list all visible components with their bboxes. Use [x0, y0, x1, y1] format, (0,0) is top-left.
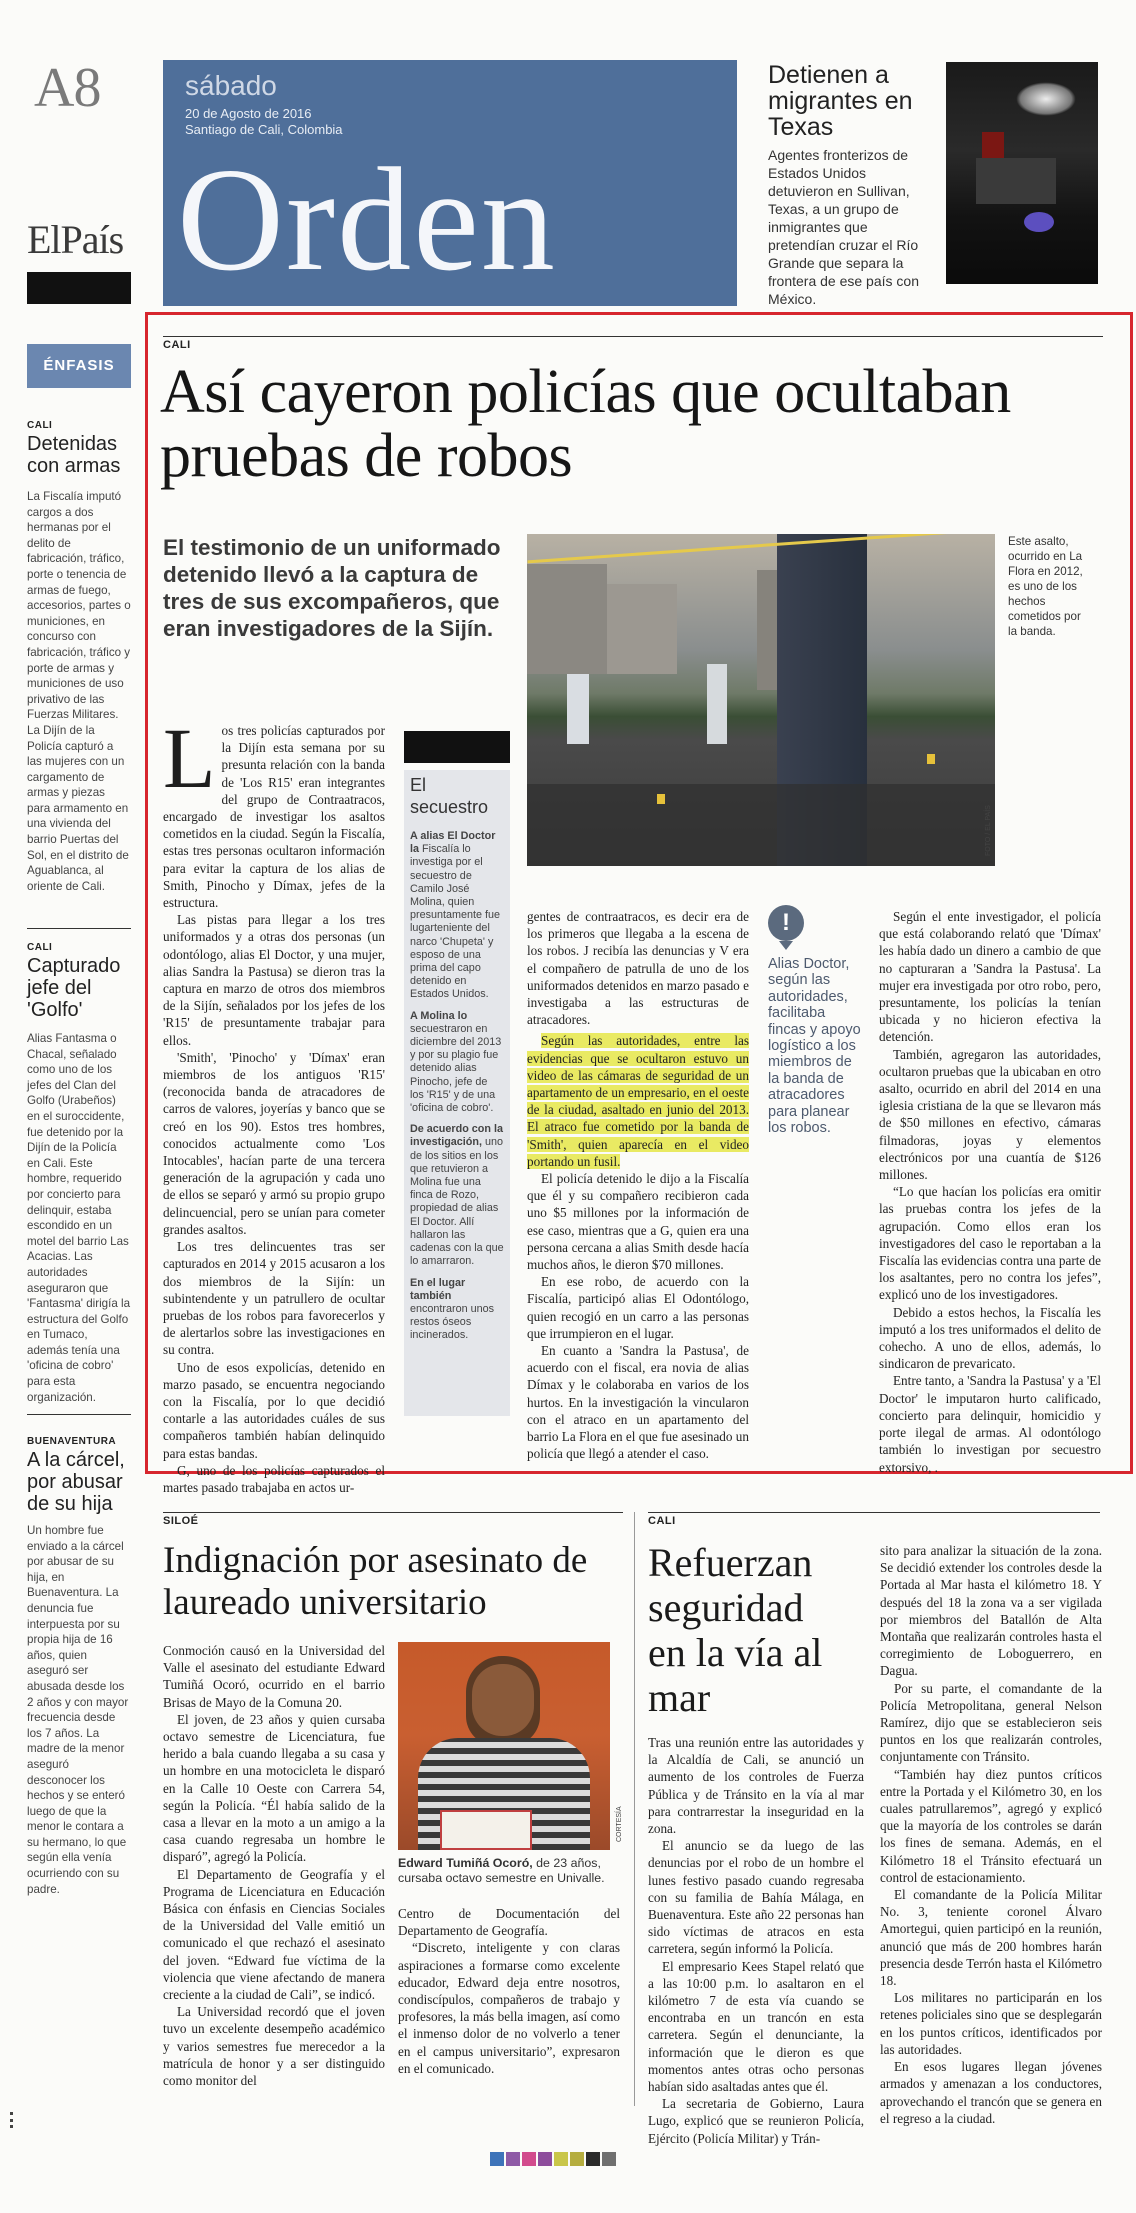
article2-photo-credit: CORTESÍA	[616, 1806, 623, 1842]
article3-col1	[648, 1734, 864, 2147]
article2-col2	[398, 1905, 620, 2077]
sidebar-item	[27, 1436, 131, 1897]
paragraph: El empresario Kees Stapel relató que a las 10:00 p.m. lo asaltaron en el kilómetro 7 de esta vía cuando se encontraba en un trancón en esta carretera. Según el denunciante, la información que le dieron es que momentos antes otras ocho personas habían sido asaltadas antes que él.	[648, 1958, 864, 2095]
paragraph: G, uno de los policías capturados el martes pasado trabajaba en actos ur-	[163, 1462, 385, 1495]
paragraph: Tras una reunión entre las autoridades y la Alcaldía de Cali, se anunció un aumento de los controles de Fuerza Pública y de Tránsito en la vía al mar para contrarrestar la inseguridad en la zona.	[648, 1735, 864, 1837]
main-kicker: CALI	[163, 336, 1103, 351]
main-deck: El testimonio de un uniformado detenido llevó a la captura de tres de sus excompañeros, que eran investigadores de la Sijín.	[163, 535, 501, 641]
paragraph: En esos lugares llegan jóvenes armados y amenazan a los conductores, aprovechando el trancón que se genera en el regreso a la ciudad.	[880, 2059, 1102, 2126]
main-body-col1	[163, 710, 385, 1496]
secuestro-item-head: En el lugar también	[410, 1276, 466, 1302]
color-swatch	[602, 2152, 616, 2166]
article2-kicker: SILOÉ	[163, 1512, 623, 1527]
caption-name: Edward Tumiñá Ocoró,	[398, 1856, 533, 1870]
paragraph: os tres policías capturados por la Dijín esta semana por su presunta relación con la banda de 'Los R15' eran integrantes del grupo de Contraatracos, encargado de investigar los asaltos cometidos en la ciudad. Según la Fiscalía, estas tres personas ocultaron información para evitar la captura de los alias de Smith, Pinocho y Dímax, jefes de la estructura.	[163, 723, 385, 911]
paragraph: Los militares no participarán en los retenes policiales sino que se desplegarán en los puntos críticos, identificados por las autoridades.	[880, 1990, 1102, 2057]
main-body-col3	[527, 908, 749, 1463]
column-divider	[634, 1512, 635, 2106]
paragraph: Centro de Documentación del Departamento de Geografía.	[398, 1906, 620, 1939]
main-photo	[527, 534, 995, 866]
sidebar-header: ÉNFASIS	[27, 344, 131, 388]
color-swatch	[538, 2152, 552, 2166]
article2-headline: Indignación por asesinato de laureado universitario	[163, 1540, 588, 1623]
secuestro-item-body: uno de los sitios en los que retuvieron a Molina fue una finca de Rozo, propiedad de alias El Doctor. Allí hallaron las cadenas con la que lo amarraron.	[410, 1136, 504, 1268]
sidebar-body: Un hombre fue enviado a la cárcel por abusar de su hija, en Buenaventura. La denuncia fue interpuesta por su propia hija de 16 años, quien aseguró ser abusada desde los 2 años y con mayor frecuencia desde los 7 años. La madre de la menor aseguró desconocer los hechos y se enteró luego de que la menor le contara a su hermano, lo que según ella venía ocurriendo con su padre.	[27, 1524, 129, 1896]
sidebar-kicker: CALI	[27, 942, 53, 953]
banner-day: sábado	[185, 70, 277, 101]
sidebar-divider	[27, 928, 131, 929]
paper-name-black-bar	[27, 272, 131, 304]
paragraph: El policía detenido le dijo a la Fiscalía que él y su compañero recibieron cada uno $5 millones por la información de ese caso, mientras que a G, quien era una persona cercana a alias Smith desde hacía muchos años, le dieron $70 millones.	[527, 1171, 749, 1273]
paragraph: Uno de esos expolicías, detenido en marzo pasado, se encuentra negociando con la Fiscalía, por lo que decidió contarle a las autoridades cuáles de sus compañeros también habían delinquido para estas bandas.	[163, 1359, 385, 1461]
paragraph: En cuanto a 'Sandra la Pastusa', de acuerdo con el fiscal, era novia de alias Dímax y le colaboraba en varios de los hurtos. En la investigación la vincularon con el atraco en un apartamento del barrio La Flora en el que fue asesinado un policía que llegó a atender el caso.	[527, 1343, 749, 1462]
secuestro-box	[404, 770, 510, 1416]
paragraph: Según el ente investigador, el policía que está colaborando relató que 'Dímax' les había dado un dinero a cambio de que no capturaran a 'Sandra la Pastusa'. La mujer era investigada por otro robo, pero, presuntamente, los policías la tenían ubicada y no hicieron efectiva la detención.	[879, 909, 1101, 1045]
paragraph: sito para analizar la situación de la zona. Se decidió extender los controles desde la Portada al Mar hasta el kilómetro 18. Y después del 18 la zona va a ser vigilada por miembros del Batallón de Alta Montaña que realizarán controles hasta el corregimiento de Loboguerrero, en Dagua.	[880, 1543, 1102, 1679]
sidebar-kicker: CALI	[27, 420, 53, 431]
article3-headline: Refuerzan seguridad en la vía al mar	[648, 1540, 823, 1720]
secuestro-item-head: De acuerdo con la investigación,	[410, 1123, 504, 1149]
color-registration-bar	[490, 2152, 616, 2166]
color-swatch	[554, 2152, 568, 2166]
teaser-photo	[946, 62, 1098, 284]
paragraph: La Universidad recordó que el joven tuvo un excelente desempeño académico y varios semestres fue merecedor a la matrícula de honor y a ser distinguido como monitor del	[163, 2004, 385, 2089]
secuestro-item-head: A alias El Doctor la	[410, 830, 496, 856]
article2-caption	[398, 1856, 618, 1886]
sidebar-title: Detenidas con armas	[27, 433, 121, 477]
paragraph: “Discreto, inteligente y con claras aspiraciones a formarse como excelente educador, Edward deja entre nosotros, condiscípulos, compañeros de trabajo y profesores, la más bella imagen, así como el inmenso dolor de no volverlo a tener en el campus universitario”, expresaron en el comunicado.	[398, 1940, 620, 2076]
teaser-body: Agentes fronterizos de Estados Unidos detuvieron en Sullivan, Texas, a un grupo de inmigrantes que pretendían cruzar el Río Grande que separa la frontera de ese país con México.	[768, 147, 919, 307]
paragraph: Conmoción causó en la Universidad del Valle el asesinato del estudiante Edward Tumiñá Ocoró, ocurrido en el barrio Brisas de Mayo de la Comuna 20.	[163, 1643, 385, 1710]
margin-dots	[10, 2112, 14, 2128]
sidebar-title: A la cárcel, por abusar de su hija	[27, 1449, 125, 1515]
paragraph-highlighted	[527, 1032, 749, 1170]
sidebar-title: Capturado jefe del 'Golfo'	[27, 955, 121, 1021]
secuestro-item	[410, 1277, 504, 1343]
color-swatch	[490, 2152, 504, 2166]
paragraph: El comandante de la Policía Militar No. 3, teniente coronel Álvaro Amortegui, quien participó en la reunión, anunció que más de 200 hombres harán presencia desde Terrón hasta el Kilómetro 18.	[880, 1887, 1102, 1989]
section-title: Orden	[177, 138, 557, 302]
article3-kicker: CALI	[648, 1512, 1100, 1527]
color-swatch	[570, 2152, 584, 2166]
paragraph: Debido a estos hechos, la Fiscalía les imputó a los tres uniformados el delito de cohecho. A uno de ellos, además, lo sindicaron de prevaricato.	[879, 1304, 1101, 1372]
paragraph: También, agregaron las autoridades, ocultaron pruebas que la ubicaban en otro asalto, ocurrido en abril del 2014 en una iglesia cristiana de la que se llevaron más de $50 millones en efectivo, cámaras filmadoras, joyas y elementos electrónicos por una cuantía de $126 millones.	[879, 1046, 1101, 1183]
sidebar-body: La Fiscalía imputó cargos a dos hermanas por el delito de fabricación, tráfico, porte o tenencia de armas de fuego, accesorios, partes o municiones, en concurso con fabricación, tráfico y porte de armas y municiones de uso privativo de las Fuerzas Militares. La Dijín de la Policía capturó a las mujeres con un cargamento de armas y piezas para armamento en una vivienda del barrio Puertas del Sol, en el distrito de Aguablanca, al oriente de Cali.	[27, 490, 131, 893]
sidebar-kicker: BUENAVENTURA	[27, 1436, 117, 1447]
paragraph: Las pistas para llegar a los tres uniformados y a otras dos personas (un odontólogo, alias El Doctor, y una mujer, alias Sandra la Pastusa) se dieron tras la captura en marzo de otros dos miembros de la Sijín, señalados por los jefes de los 'R15' de presuntamente trabajar para ellos.	[163, 912, 385, 1048]
banner-date: 20 de Agosto de 2016	[185, 106, 312, 121]
paper-name: ElPaís	[27, 217, 124, 262]
secuestro-item	[410, 830, 504, 1002]
main-headline: Así cayeron policías que ocultaban pruebas de robos	[160, 358, 1011, 490]
secuestro-item	[410, 1010, 504, 1116]
main-body-col5	[879, 908, 1101, 1476]
pullquote-icon: !	[768, 905, 804, 949]
color-swatch	[522, 2152, 536, 2166]
article2-photo	[398, 1642, 610, 1850]
page-number: A8	[34, 57, 101, 119]
paragraph: El anuncio se da luego de las denuncias por el robo de un hombre el lunes festivo pasado cuando regresaba con su familia de Bahía Málaga, en Buenaventura. Este año 22 personas han sido víctimas de atracos en esta carretera, según informó la Policía.	[648, 1838, 864, 1957]
paragraph: La secretaria de Gobierno, Laura Lugo, explicó que se reunieron Policía, Ejército (Policía Militar) y Trán-	[648, 2096, 864, 2146]
paragraph: Entre tanto, a 'Sandra la Pastusa' y a 'El Doctor' le imputaron hurto calificado, concierto para delinquir, homicidio y porte ilegal de armas. Al odontólogo también lo investigan por secuestro extorsivo, .	[879, 1373, 1101, 1475]
article2-col1	[163, 1642, 385, 2089]
highlighted-text: Según las autoridades, entre las evidencias que se ocultaron estuvo un video de las cámaras de seguridad de un apartamento de un empresario, en el oeste de la ciudad, asaltado en junio del 2013. El atraco fue cometido por la banda de 'Smith', quien aparecía en el video portando un fusil.	[527, 1033, 749, 1169]
secuestro-item	[410, 1123, 504, 1268]
section-banner	[163, 60, 737, 306]
secuestro-item-head: A Molina lo	[410, 1009, 468, 1022]
secuestro-item-body: encontraron unos restos óseos incinerados.	[410, 1302, 495, 1342]
secuestro-item-body: secuestraron en diciembre del 2013 y por su plagio fue detenido alias Pinocho, jefe de los 'R15' y de una 'oficina de cobro'.	[410, 1022, 502, 1115]
paragraph: El joven, de 23 años y quien cursaba octavo semestre de Licenciatura, fue herido a bala cuando llegaba a su casa y un hombre en una motocicleta le disparó en la Calle 10 Oeste con Carrera 54, según la Policía. “Él había salido de la casa a llevar en la moto a un amigo a la casa cuando regresaba un hombre le disparó”, agregó la Policía.	[163, 1711, 385, 1865]
dropcap: L	[163, 710, 216, 806]
caption-text: de 23 años, cursaba octavo semestre en Univalle.	[398, 1856, 605, 1885]
sidebar-item	[27, 420, 131, 894]
banner-place: Santiago de Cali, Colombia	[185, 122, 343, 137]
secuestro-item-body: Fiscalía lo investiga por el secuestro de Camilo José Molina, quien presuntamente fue lugarteniente del narco 'Chupeta' y esposo de una prima del capo detenido en Estados Unidos.	[410, 843, 501, 1001]
main-photo-caption: Este asalto, ocurrido en La Flora en 2012, es uno de los hechos cometidos por la banda.	[1008, 535, 1083, 638]
pullquote-text: Alias Doctor, según las autoridades, facilitaba fincas y apoyo logístico a los miembros de la banda de atracadores para planear los robos.	[768, 956, 861, 1137]
secuestro-box-black-tab	[404, 731, 510, 763]
teaser-title: Detienen a migrantes en Texas	[768, 61, 913, 141]
color-swatch	[506, 2152, 520, 2166]
secuestro-title: El secuestro	[410, 775, 489, 817]
color-swatch	[586, 2152, 600, 2166]
sidebar-divider	[27, 1414, 131, 1415]
paragraph: Los tres delincuentes tras ser capturados en 2014 y 2015 acusaron a los dos miembros de la Sijín: un subintendente y un patrullero de ocultar pruebas de los robos para favorecerlos y de alertarlos sobre las investigaciones en su contra.	[163, 1239, 385, 1358]
paragraph: “Lo que hacían los policías era omitir las pruebas contra los jefes de la agrupación. Como ellos eran los investigadores del caso le reportaban a la Fiscalía las evidencias contra una parte de los asaltantes, pero no contra los jefes”, explicó uno de los investigadores.	[879, 1184, 1101, 1303]
article3-col2	[880, 1542, 1102, 2127]
paragraph: “También hay diez puntos críticos entre la Portada y el Kilómetro 30, en los cuales patrullaremos”, agregó y explicó que la mayoría de los controles se darán los fines de semana. Además, en el Kilómetro 18 el Tránsito efectuará un control de estacionamiento.	[880, 1766, 1102, 1885]
paragraph: El Departamento de Geografía y el Programa de Licenciatura en Educación Básica con énfasis en Ciencias Sociales de la Universidad del Valle emitió un comunicado el que rechazó el asesinato del joven. “Edward fue víctima de la violencia que viene afectando de manera creciente a la ciudad de Cali”, se indicó.	[163, 1866, 385, 2003]
paragraph: 'Smith', 'Pinocho' y 'Dímax' eran miembros de los antiguos 'R15' (reconocida banda de atracadores de carros de valores, joyerías y banco que se creó en los 90). Estos tres hombres, conocidos actualmente como 'Los Intocables', hacían parte de una tercera generación de la agrupación y cada uno de ellos se separó y armó su propio grupo delincuencial, pero se unían para cometer grandes asaltos.	[163, 1049, 385, 1237]
sidebar-item	[27, 942, 131, 1405]
sidebar-body: Alias Fantasma o Chacal, señalado como uno de los jefes del Clan del Golfo (Urabeños) en el suroccidente, fue detenido por la Dijín de la Policía en Cali. Este hombre, requerido por concierto para delinquir, estaba escondido en un motel del barrio Las Acacias. Las autoridades aseguraron que 'Fantasma' dirigía la estructura del Golfo en Tumaco, además tenía una 'oficina de cobro' para esta organización.	[27, 1032, 131, 1404]
paragraph: En ese robo, de acuerdo con la Fiscalía, participó alias El Odontólogo, quien recogió en un carro a las personas que irrumpieron en el lugar.	[527, 1274, 749, 1341]
paragraph: gentes de contraatracos, es decir era de los primeros que llegaba a la escena de los robos. J recibía las denuncias y V era el compañero de patrulla de uno de los uniformados detenidos en marzo pasado e investigaba a las estructuras de atracadores.	[527, 909, 749, 1028]
paragraph: Por su parte, el comandante de la Policía Metropolitana, general Nelson Ramírez, dijo que se establecieron seis puntos en los que realizarán controles, conjuntamente con Tránsito.	[880, 1680, 1102, 1765]
main-photo-credit: FOTO / EL PAÍS	[985, 805, 992, 856]
